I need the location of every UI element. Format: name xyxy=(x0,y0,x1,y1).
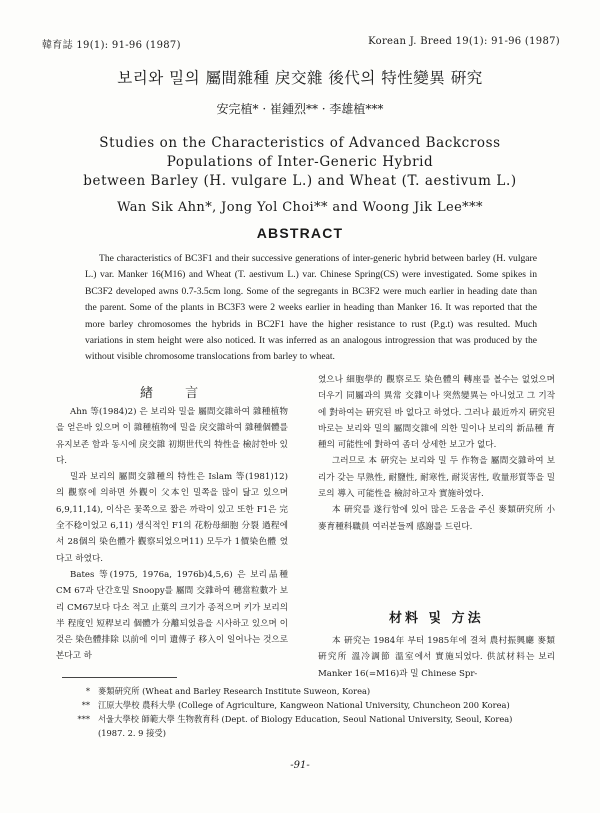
authors-english: Wan Sik Ahn*, Jong Yol Choi** and Woong Jik Lee*** xyxy=(117,200,483,215)
abstract-heading: ABSTRACT xyxy=(256,225,344,241)
footnote-divider xyxy=(62,677,177,678)
intro-paragraph-1: Ahn 等(1984)2) 은 보리와 밀을 屬間交雜하여 雜種植物을 얻은바 있으며 이 雜種植物에 밀을 戾交雜하여 雜種個體를 유지보존 함과 동시에 戾交雜 初期世代의 特性을 檢討한바 있다. xyxy=(56,407,288,466)
section-heading-introduction: 緖 言 xyxy=(140,386,213,401)
left-column xyxy=(56,404,288,665)
footnote-text: 麥類硏究所 (Wheat and Barley Research Institute Suweon, Korea) xyxy=(98,686,371,696)
title-english-line-3: between Barley (H. vulgare L.) and Wheat (T. aestivum L.) xyxy=(83,173,517,189)
intro-paragraph-5: 그러므로 本 硏究는 보리와 밀 두 作物을 屬間交雜하여 보리가 갖는 早熟性, 耐鹽性, 耐寒性, 耐災害性, 收量形質等을 밀로의 導入 可能性을 檢討하고자 實施하였다. xyxy=(318,456,555,500)
footnote-1 xyxy=(64,685,564,699)
footnote-text: 서울大學校 師範大學 生物敎育科 (Dept. of Biology Education, Seoul National University, Seoul, Korea) xyxy=(98,714,513,724)
methods-paragraph-1: 本 硏究는 1984年 부터 1985年에 결쳐 農村振興廳 麥類硏究所 溫冷調節 溫室에서 實施되었다. 供試材料는 보리 Manker 16(=M16)과 밀 Chinese Spr- xyxy=(318,636,555,679)
intro-paragraph-3: Bates 等(1975, 1976a, 1976b)4,5,6) 은 보리品種 CM 67과 단간호밀 Snoopy를 屬間 交雜하여 穗當粒數가 보리 CM67보다 다소 적고 止葉의 크기가 종적으며 키가 보리의 半 程度인 短稈보리 個體가 分離되었음을 시사하고 있으며 이것은 染色體排除 以前에 이미 遺傳子 移入이 일어나는 것으로 본다고 하 xyxy=(56,569,288,662)
footnote-text: 江原大學校 農科大學 (College of Agriculture, Kangweon National University, Chuncheon 200 Korea) xyxy=(98,700,510,710)
title-english-line-2: Populations of Inter-Generic Hybrid xyxy=(166,154,434,170)
footnote-mark: ** xyxy=(81,700,90,710)
intro-paragraph-4: 였으나 細胞學的 觀察로도 染色體의 轉座를 볼수는 없었으며 더우기 同屬과의 異常 交雜이나 突然變異는 아니었고 그 기작에 對하여는 硏究된 바 없다고 하였다. 그러나 最近까지 硏究된 바로는 보리와 밀의 屬間交雜에 의한 밀이나 보리의 新品種 育種의 可能性에 對하여 좀더 상세한 보고가 없다. xyxy=(318,375,555,451)
footnote-2 xyxy=(64,699,564,713)
title-english xyxy=(0,134,600,191)
right-column-top xyxy=(318,372,555,535)
section-heading-materials-methods: 材料 및 方法 xyxy=(389,611,484,626)
running-header-right: Korean J. Breed 19(1): 91-96 (1987) xyxy=(368,36,560,47)
received-date: (1987. 2. 9 接受) xyxy=(98,728,166,738)
abstract-body xyxy=(85,251,537,366)
right-column-bottom xyxy=(318,633,555,682)
page-number: -91- xyxy=(290,760,310,771)
running-header-left: 韓育誌 19(1): 91-96 (1987) xyxy=(42,40,181,51)
footnote-3 xyxy=(64,713,564,727)
intro-paragraph-2: 밀과 보리의 屬間交雜種의 特性은 Islam 等(1981)12) 의 觀察에 의하면 外觀이 父本인 밀쪽을 많이 닮고 있으며 6,9,11,14), 이삭은 꽃쪽으로 짧은 까락이 있고 또한 F1은 完全不稔이었고 6,11) 생식적인 F1의 花粉母細胞 分裂 過程에서 28個의 染色體가 觀察되었으며11) 모두가 1價染色體 였다고 하였다. xyxy=(56,472,288,564)
abstract-paragraph: The characteristics of BC3F1 and their successive generations of inter-generic hybrid between barley (H. vulgare L.) var. Manker 16(M16) and Wheat (T. aestivum L.) var. Chinese Spring(CS) were investigated. Some spikes in BC3F2 developed awns 0.7-3.5cm long. Some of the segregants in BC3F2 were much earlier in heading date than the parent. Some of the plants in BC3F3 were 2 weeks earlier in heading than Manker 16. It was reported that the more barley chromosomes the hybrids in BC2F1 have the higher resistance to rust (P.g.t) was resulted. Much variations in stem height were also noticed. It was inferred as an analogous introgression that was produced by the without visible chromosome translocations from barley to wheat. xyxy=(85,253,537,363)
authors-korean: 安完植* · 崔鍾烈** · 李雄植*** xyxy=(216,102,384,116)
footnote-mark: *** xyxy=(77,714,90,724)
title-english-line-1: Studies on the Characteristics of Advanced Backcross xyxy=(99,135,501,151)
footnote-mark: * xyxy=(85,686,90,696)
acknowledgement-paragraph: 本 硏究를 遂行함에 있어 많은 도움을 주신 麥類硏究所 小麥育種科職員 여러분들께 感謝를 드린다. xyxy=(318,505,555,532)
title-korean: 보리와 밀의 屬間雜種 戾交雜 後代의 特性變異 硏究 xyxy=(117,69,483,87)
